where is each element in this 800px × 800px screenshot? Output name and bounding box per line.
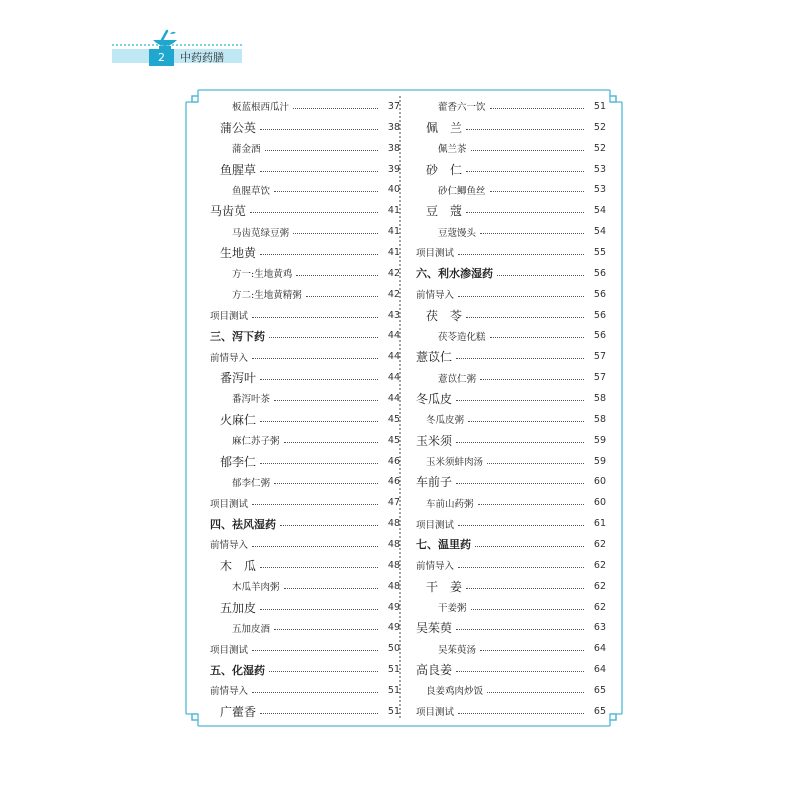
toc-entry-title: 火麻仁 (220, 412, 257, 427)
toc-entry-page: 63 (593, 622, 606, 634)
dot-leader (252, 692, 378, 693)
toc-entry-title: 车前子 (416, 475, 453, 490)
toc-entry[interactable] (210, 680, 400, 701)
toc-entry-page: 45 (387, 434, 400, 446)
toc-entry-page: 51 (387, 664, 400, 676)
toc-entry[interactable] (210, 305, 400, 326)
dot-leader (260, 254, 378, 255)
toc-entry-title: 广藿香 (220, 704, 257, 719)
toc-entry-title: 方一:生地黄鸡 (232, 269, 293, 281)
toc-entry-page: 48 (387, 559, 400, 571)
toc-entry[interactable] (210, 576, 400, 597)
dot-leader (458, 296, 584, 297)
toc-entry-page: 38 (387, 121, 400, 133)
toc-entry[interactable] (416, 117, 606, 138)
dot-leader (490, 337, 584, 338)
toc-entry-title: 马齿苋绿豆粥 (232, 227, 290, 239)
toc-entry-page: 44 (387, 392, 400, 404)
toc-entry-title: 豆 蔻 (426, 204, 463, 219)
toc-entry-page: 54 (593, 205, 606, 217)
dot-leader (252, 650, 378, 651)
toc-entry-title: 鱼腥草饮 (232, 185, 271, 197)
toc-entry-page: 62 (593, 601, 606, 613)
toc-entry-title: 茯苓造化糕 (438, 331, 486, 343)
toc-entry[interactable] (210, 451, 400, 472)
toc-entry[interactable] (210, 96, 400, 117)
toc-entry-title: 薏苡仁粥 (438, 373, 477, 385)
dot-leader (269, 671, 378, 672)
toc-entry-title: 项目测试 (210, 644, 249, 656)
toc-entry[interactable] (210, 430, 400, 451)
toc-entry-page: 56 (593, 267, 606, 279)
toc-entry-title: 前情导入 (210, 352, 249, 364)
toc-entry-page: 47 (387, 497, 400, 509)
toc-entry-page: 60 (593, 497, 606, 509)
toc-entry[interactable] (416, 701, 606, 722)
dot-leader (480, 233, 584, 234)
toc-entry[interactable] (210, 492, 400, 513)
toc-entry-page: 61 (593, 518, 606, 530)
dot-leader (456, 671, 584, 672)
dot-leader (252, 358, 378, 359)
dot-leader (296, 275, 378, 276)
toc-entry-title: 干姜粥 (438, 603, 467, 615)
toc-entry-page: 56 (593, 309, 606, 321)
toc-entry-title: 项目测试 (416, 519, 455, 531)
toc-entry-page: 64 (593, 664, 606, 676)
toc-entry[interactable] (210, 409, 400, 430)
dot-leader (260, 379, 378, 380)
toc-entry[interactable] (416, 430, 606, 451)
dot-leader (252, 317, 378, 318)
toc-entry[interactable] (210, 325, 400, 346)
toc-entry[interactable] (416, 325, 606, 346)
toc-entry-title: 藿香六一饮 (438, 102, 486, 114)
toc-entry-title: 木 瓜 (220, 558, 257, 573)
toc-entry-page: 51 (387, 684, 400, 696)
toc-entry-page: 53 (593, 184, 606, 196)
dot-leader (252, 504, 378, 505)
dot-leader (252, 546, 378, 547)
dot-leader (284, 442, 378, 443)
toc-entry[interactable] (416, 513, 606, 534)
toc-entry-page: 41 (387, 205, 400, 217)
toc-entry[interactable] (210, 263, 400, 284)
toc-entry-page: 41 (387, 246, 400, 258)
dot-leader (456, 400, 584, 401)
dot-leader (458, 254, 584, 255)
toc-entry-page: 52 (593, 121, 606, 133)
toc-entry[interactable] (210, 138, 400, 159)
toc-entry[interactable] (210, 284, 400, 305)
dot-leader (274, 191, 378, 192)
toc-entry-page: 45 (387, 413, 400, 425)
toc-entry-title: 四、祛风湿药 (210, 517, 276, 531)
toc-entry-page: 49 (387, 601, 400, 613)
toc-entry-title: 鱼腥草 (220, 162, 257, 177)
dot-leader (260, 567, 378, 568)
toc-entry-page: 52 (593, 142, 606, 154)
toc-entry[interactable] (416, 409, 606, 430)
toc-entry-title: 郁李仁粥 (232, 477, 271, 489)
toc-entry-title: 番泻叶 (220, 371, 257, 386)
toc-entry-title: 车前山药粥 (426, 498, 474, 510)
toc-entry-page: 59 (593, 455, 606, 467)
toc-entry-page: 65 (593, 705, 606, 717)
toc-entry[interactable] (210, 471, 400, 492)
toc-entry-title: 番泻叶茶 (232, 394, 271, 406)
toc-entry[interactable] (416, 617, 606, 638)
toc-entry-title: 吴茱萸汤 (438, 644, 477, 656)
dot-leader (293, 108, 378, 109)
toc-entry-page: 54 (593, 226, 606, 238)
dot-leader (274, 629, 378, 630)
toc-entry-title: 马齿苋 (210, 204, 247, 219)
toc-entry-title: 板蓝根西瓜汁 (232, 102, 290, 114)
dot-leader (260, 129, 378, 130)
toc-entry[interactable] (416, 242, 606, 263)
dot-leader (466, 212, 584, 213)
toc-entry[interactable] (210, 242, 400, 263)
toc-entry[interactable] (416, 305, 606, 326)
toc-entry-page: 50 (387, 643, 400, 655)
toc-entry[interactable] (416, 388, 606, 409)
toc-entry-title: 郁李仁 (220, 454, 257, 469)
toc-entry-page: 42 (387, 288, 400, 300)
dot-leader (458, 567, 584, 568)
toc-entry[interactable] (416, 284, 606, 305)
toc-entry-page: 60 (593, 476, 606, 488)
dot-leader (250, 212, 378, 213)
toc-entry[interactable] (210, 159, 400, 180)
toc-entry-title: 六、利水渗湿药 (416, 267, 493, 281)
dot-leader (456, 629, 584, 630)
dot-leader (466, 588, 584, 589)
toc-entry-page: 65 (593, 684, 606, 696)
toc-entry[interactable] (416, 159, 606, 180)
dot-leader (456, 358, 584, 359)
toc-entry[interactable] (416, 471, 606, 492)
toc-entry-page: 44 (387, 372, 400, 384)
toc-entry-title: 茯 苓 (426, 308, 463, 323)
toc-entry-page: 42 (387, 267, 400, 279)
toc-entry-title: 玉米须蚌肉汤 (426, 457, 484, 469)
toc-entry-title: 项目测试 (210, 498, 249, 510)
toc-entry-title: 吴茱萸 (416, 621, 453, 636)
toc-entry-page: 46 (387, 455, 400, 467)
toc-entry[interactable] (416, 597, 606, 618)
toc-entry-title: 干 姜 (426, 579, 463, 594)
toc-entry[interactable] (210, 659, 400, 680)
toc-entry-title: 高良姜 (416, 663, 453, 678)
toc-entry-title: 项目测试 (210, 311, 249, 323)
toc-entry-page: 57 (593, 351, 606, 363)
toc-entry-page: 44 (387, 351, 400, 363)
dot-leader (468, 421, 584, 422)
toc-entry[interactable] (416, 346, 606, 367)
toc-entry-title: 薏苡仁 (416, 350, 453, 365)
toc-entry[interactable] (210, 221, 400, 242)
dot-leader (471, 150, 584, 151)
dot-leader (284, 588, 378, 589)
toc-entry[interactable] (416, 680, 606, 701)
toc-entry[interactable] (210, 367, 400, 388)
toc-entry-title: 佩兰茶 (438, 144, 467, 156)
toc-entry-page: 41 (387, 226, 400, 238)
toc-entry-title: 玉米须 (416, 433, 453, 448)
dot-leader (475, 546, 584, 547)
toc-entry[interactable] (416, 492, 606, 513)
toc-entry-title: 前情导入 (416, 290, 455, 302)
toc-entry-page: 62 (593, 538, 606, 550)
dot-leader (269, 337, 378, 338)
toc-entry-title: 项目测试 (416, 707, 455, 719)
toc-entry-page: 53 (593, 163, 606, 175)
toc-entry-title: 生地黄 (220, 245, 257, 260)
toc-entry-title: 冬瓜皮粥 (426, 415, 465, 427)
toc-entry-page: 37 (387, 100, 400, 112)
page-number: 2 (149, 49, 174, 66)
dot-leader (260, 421, 378, 422)
toc-entry-title: 豆蔻馒头 (438, 227, 477, 239)
toc-entry-title: 砂 仁 (426, 162, 463, 177)
toc-entry-page: 62 (593, 559, 606, 571)
toc-entry[interactable] (416, 638, 606, 659)
toc-entry[interactable] (416, 576, 606, 597)
toc-entry[interactable] (210, 638, 400, 659)
toc-entry[interactable] (416, 138, 606, 159)
dot-leader (260, 463, 378, 464)
dot-leader (260, 171, 378, 172)
dot-leader (487, 463, 584, 464)
dot-leader (478, 504, 584, 505)
toc-left-column (210, 96, 400, 722)
toc-entry[interactable] (416, 179, 606, 200)
toc-entry-page: 44 (387, 330, 400, 342)
dot-leader (274, 483, 378, 484)
dot-leader (293, 233, 378, 234)
toc-entry[interactable] (210, 617, 400, 638)
toc-entry-title: 良姜鸡肉炒饭 (426, 686, 484, 698)
toc-entry[interactable] (416, 555, 606, 576)
book-title: 中药药膳 (180, 51, 224, 64)
dot-leader (490, 108, 584, 109)
toc-entry-page: 58 (593, 413, 606, 425)
toc-entry-page: 59 (593, 434, 606, 446)
toc-entry-page: 51 (387, 705, 400, 717)
dot-leader (260, 713, 378, 714)
toc-entry-title: 佩 兰 (426, 120, 463, 135)
toc-entry-title: 蒲金酒 (232, 144, 261, 156)
toc-entry[interactable] (416, 200, 606, 221)
toc-entry-page: 38 (387, 142, 400, 154)
dot-leader (480, 379, 584, 380)
toc-entry-page: 46 (387, 476, 400, 488)
dot-leader (274, 400, 378, 401)
dot-leader (466, 171, 584, 172)
dot-leader (490, 191, 584, 192)
dot-leader (280, 525, 378, 526)
dot-leader (497, 275, 584, 276)
toc-entry[interactable] (416, 534, 606, 555)
toc-entry-page: 39 (387, 163, 400, 175)
toc-entry-title: 蒲公英 (220, 120, 257, 135)
toc-entry-page: 64 (593, 643, 606, 655)
toc-entry-title: 七、温里药 (416, 538, 471, 552)
toc-entry-page: 40 (387, 184, 400, 196)
mortar-icon (150, 28, 180, 50)
dot-leader (466, 129, 584, 130)
toc-entry-page: 62 (593, 580, 606, 592)
toc-entry-title: 木瓜羊肉粥 (232, 582, 280, 594)
toc-entry[interactable] (210, 388, 400, 409)
toc-entry-page: 58 (593, 392, 606, 404)
toc-entry-title: 方二:生地黄精粥 (232, 290, 302, 302)
toc-entry[interactable] (210, 179, 400, 200)
toc-entry-title: 前情导入 (210, 686, 249, 698)
toc-entry-page: 49 (387, 622, 400, 634)
toc-entry-page: 55 (593, 246, 606, 258)
toc-entry[interactable] (210, 555, 400, 576)
toc-entry-page: 57 (593, 372, 606, 384)
dot-leader (456, 483, 584, 484)
toc-entry-page: 56 (593, 330, 606, 342)
toc-entry-title: 冬瓜皮 (416, 391, 453, 406)
dot-leader (466, 317, 584, 318)
toc-entry[interactable] (210, 200, 400, 221)
toc-entry-title: 五加皮 (220, 600, 257, 615)
dot-leader (260, 609, 378, 610)
toc-entry[interactable] (416, 263, 606, 284)
dot-leader (458, 713, 584, 714)
dot-leader (471, 609, 584, 610)
toc-entry-page: 43 (387, 309, 400, 321)
toc-right-column (416, 96, 606, 722)
toc-entry-page: 48 (387, 580, 400, 592)
toc-entry[interactable] (210, 597, 400, 618)
toc-entry-page: 48 (387, 538, 400, 550)
toc-entry[interactable] (210, 346, 400, 367)
toc-entry-title: 前情导入 (210, 540, 249, 552)
dot-leader (458, 525, 584, 526)
toc-entry[interactable] (416, 96, 606, 117)
dot-leader (480, 650, 584, 651)
toc-frame (184, 88, 624, 728)
toc-entry[interactable] (210, 534, 400, 555)
toc-entry-title: 五加皮酒 (232, 623, 271, 635)
toc-entry-page: 56 (593, 288, 606, 300)
toc-entry[interactable] (416, 221, 606, 242)
toc-entry[interactable] (416, 659, 606, 680)
dot-leader (306, 296, 378, 297)
dot-leader (456, 442, 584, 443)
toc-entry-title: 三、泻下药 (210, 329, 265, 343)
toc-entry[interactable] (416, 367, 606, 388)
toc-entry[interactable] (210, 117, 400, 138)
toc-entry-page: 51 (593, 100, 606, 112)
toc-entry-page: 48 (387, 518, 400, 530)
toc-entry[interactable] (210, 701, 400, 722)
toc-entry-title: 五、化湿药 (210, 663, 265, 677)
toc-entry-title: 项目测试 (416, 248, 455, 260)
toc-entry-title: 前情导入 (416, 561, 455, 573)
toc-entry[interactable] (416, 451, 606, 472)
dot-leader (265, 150, 378, 151)
toc-entry[interactable] (210, 513, 400, 534)
dot-leader (487, 692, 584, 693)
toc-entry-title: 砂仁鲫鱼丝 (438, 185, 486, 197)
toc-entry-title: 麻仁苏子粥 (232, 436, 280, 448)
